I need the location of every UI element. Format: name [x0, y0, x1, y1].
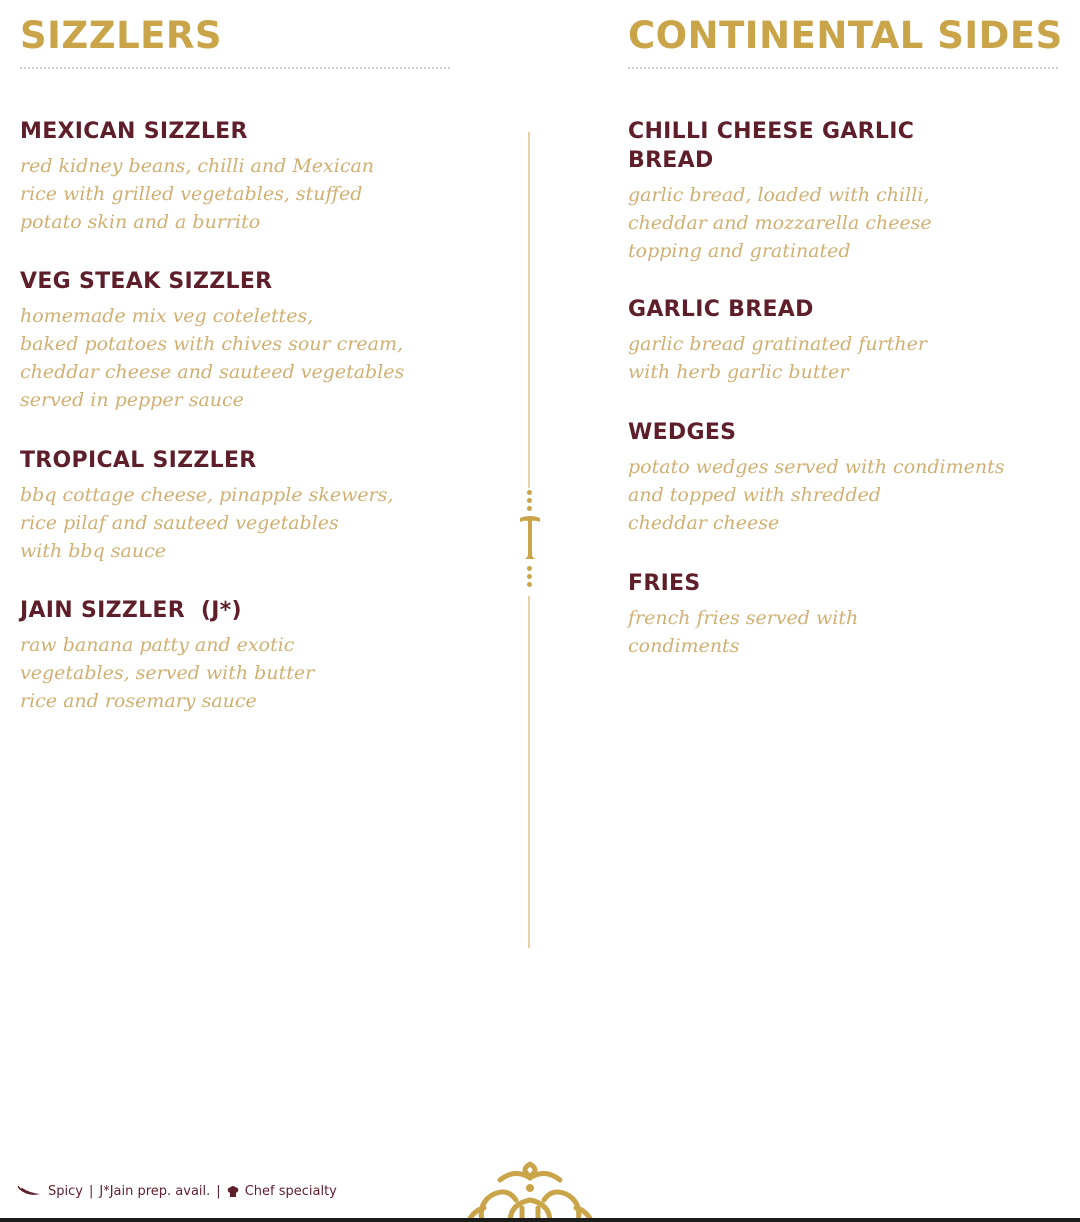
menu-item-fries	[628, 569, 1048, 660]
item-description: garlic bread, loaded with chilli, cheddar and mozzarella cheese topping and gratinated	[628, 184, 932, 262]
t-monogram-icon	[517, 514, 543, 562]
item-name: VEG STEAK SIZZLER	[20, 269, 273, 294]
item-description: red kidney beans, chilli and Mexican rice with grilled vegetables, stuffed potato skin and a burrito	[20, 155, 375, 233]
item-description: garlic bread gratinated further with herb garlic butter	[628, 333, 927, 383]
divider-dots-top	[525, 490, 533, 514]
item-description: bbq cottage cheese, pinapple skewers, rice pilaf and sauteed vegetables with bbq sauce	[20, 484, 394, 562]
section-title-continental-sides: CONTINENTAL SIDES	[628, 14, 1063, 57]
legend-separator: |	[216, 1184, 221, 1199]
legend-jain-label: J*Jain prep. avail.	[99, 1184, 211, 1199]
legend-spicy-label: Spicy	[48, 1184, 83, 1199]
crest-ornament-icon	[460, 1160, 600, 1222]
legend-separator: |	[88, 1184, 94, 1199]
item-description: french fries served with condiments	[628, 607, 859, 657]
item-name: CHILLI CHEESE GARLIC BREAD	[628, 119, 915, 173]
section-divider	[20, 67, 450, 69]
menu-item-tropical-sizzler	[20, 446, 440, 565]
item-name: WEDGES	[628, 420, 737, 445]
legend	[18, 1184, 337, 1199]
item-name: JAIN SIZZLER (J*)	[20, 598, 242, 623]
item-name: TROPICAL SIZZLER	[20, 448, 257, 473]
menu-item-jain-sizzler	[20, 596, 440, 715]
menu-item-garlic-bread	[628, 295, 1048, 386]
item-description: raw banana patty and exotic vegetables, served with butter rice and rosemary sauce	[20, 634, 315, 712]
item-name: MEXICAN SIZZLER	[20, 119, 248, 144]
item-name: GARLIC BREAD	[628, 297, 814, 322]
section-divider	[628, 67, 1058, 69]
item-description: potato wedges served with condiments and topped with shredded cheddar cheese	[628, 456, 1005, 534]
section-title-sizzlers: SIZZLERS	[20, 14, 223, 57]
menu-item-wedges	[628, 418, 1048, 537]
menu-item-mexican-sizzler	[20, 117, 440, 236]
bottom-edge	[0, 1218, 1080, 1222]
item-name: FRIES	[628, 571, 701, 596]
center-divider-bottom	[528, 596, 530, 948]
menu-item-veg-steak-sizzler	[20, 267, 440, 414]
center-divider-top	[528, 132, 530, 488]
item-description: homemade mix veg cotelettes, baked potatoes with chives sour cream, cheddar cheese and sauteed vegetables served in pepper sauce	[20, 305, 405, 411]
legend-chef-label: Chef specialty	[244, 1184, 337, 1199]
chef-hat-icon	[227, 1186, 239, 1198]
menu-item-chilli-cheese-garlic-bread	[628, 117, 1048, 265]
divider-dots-bottom	[525, 566, 533, 590]
chili-pepper-icon	[18, 1186, 42, 1198]
